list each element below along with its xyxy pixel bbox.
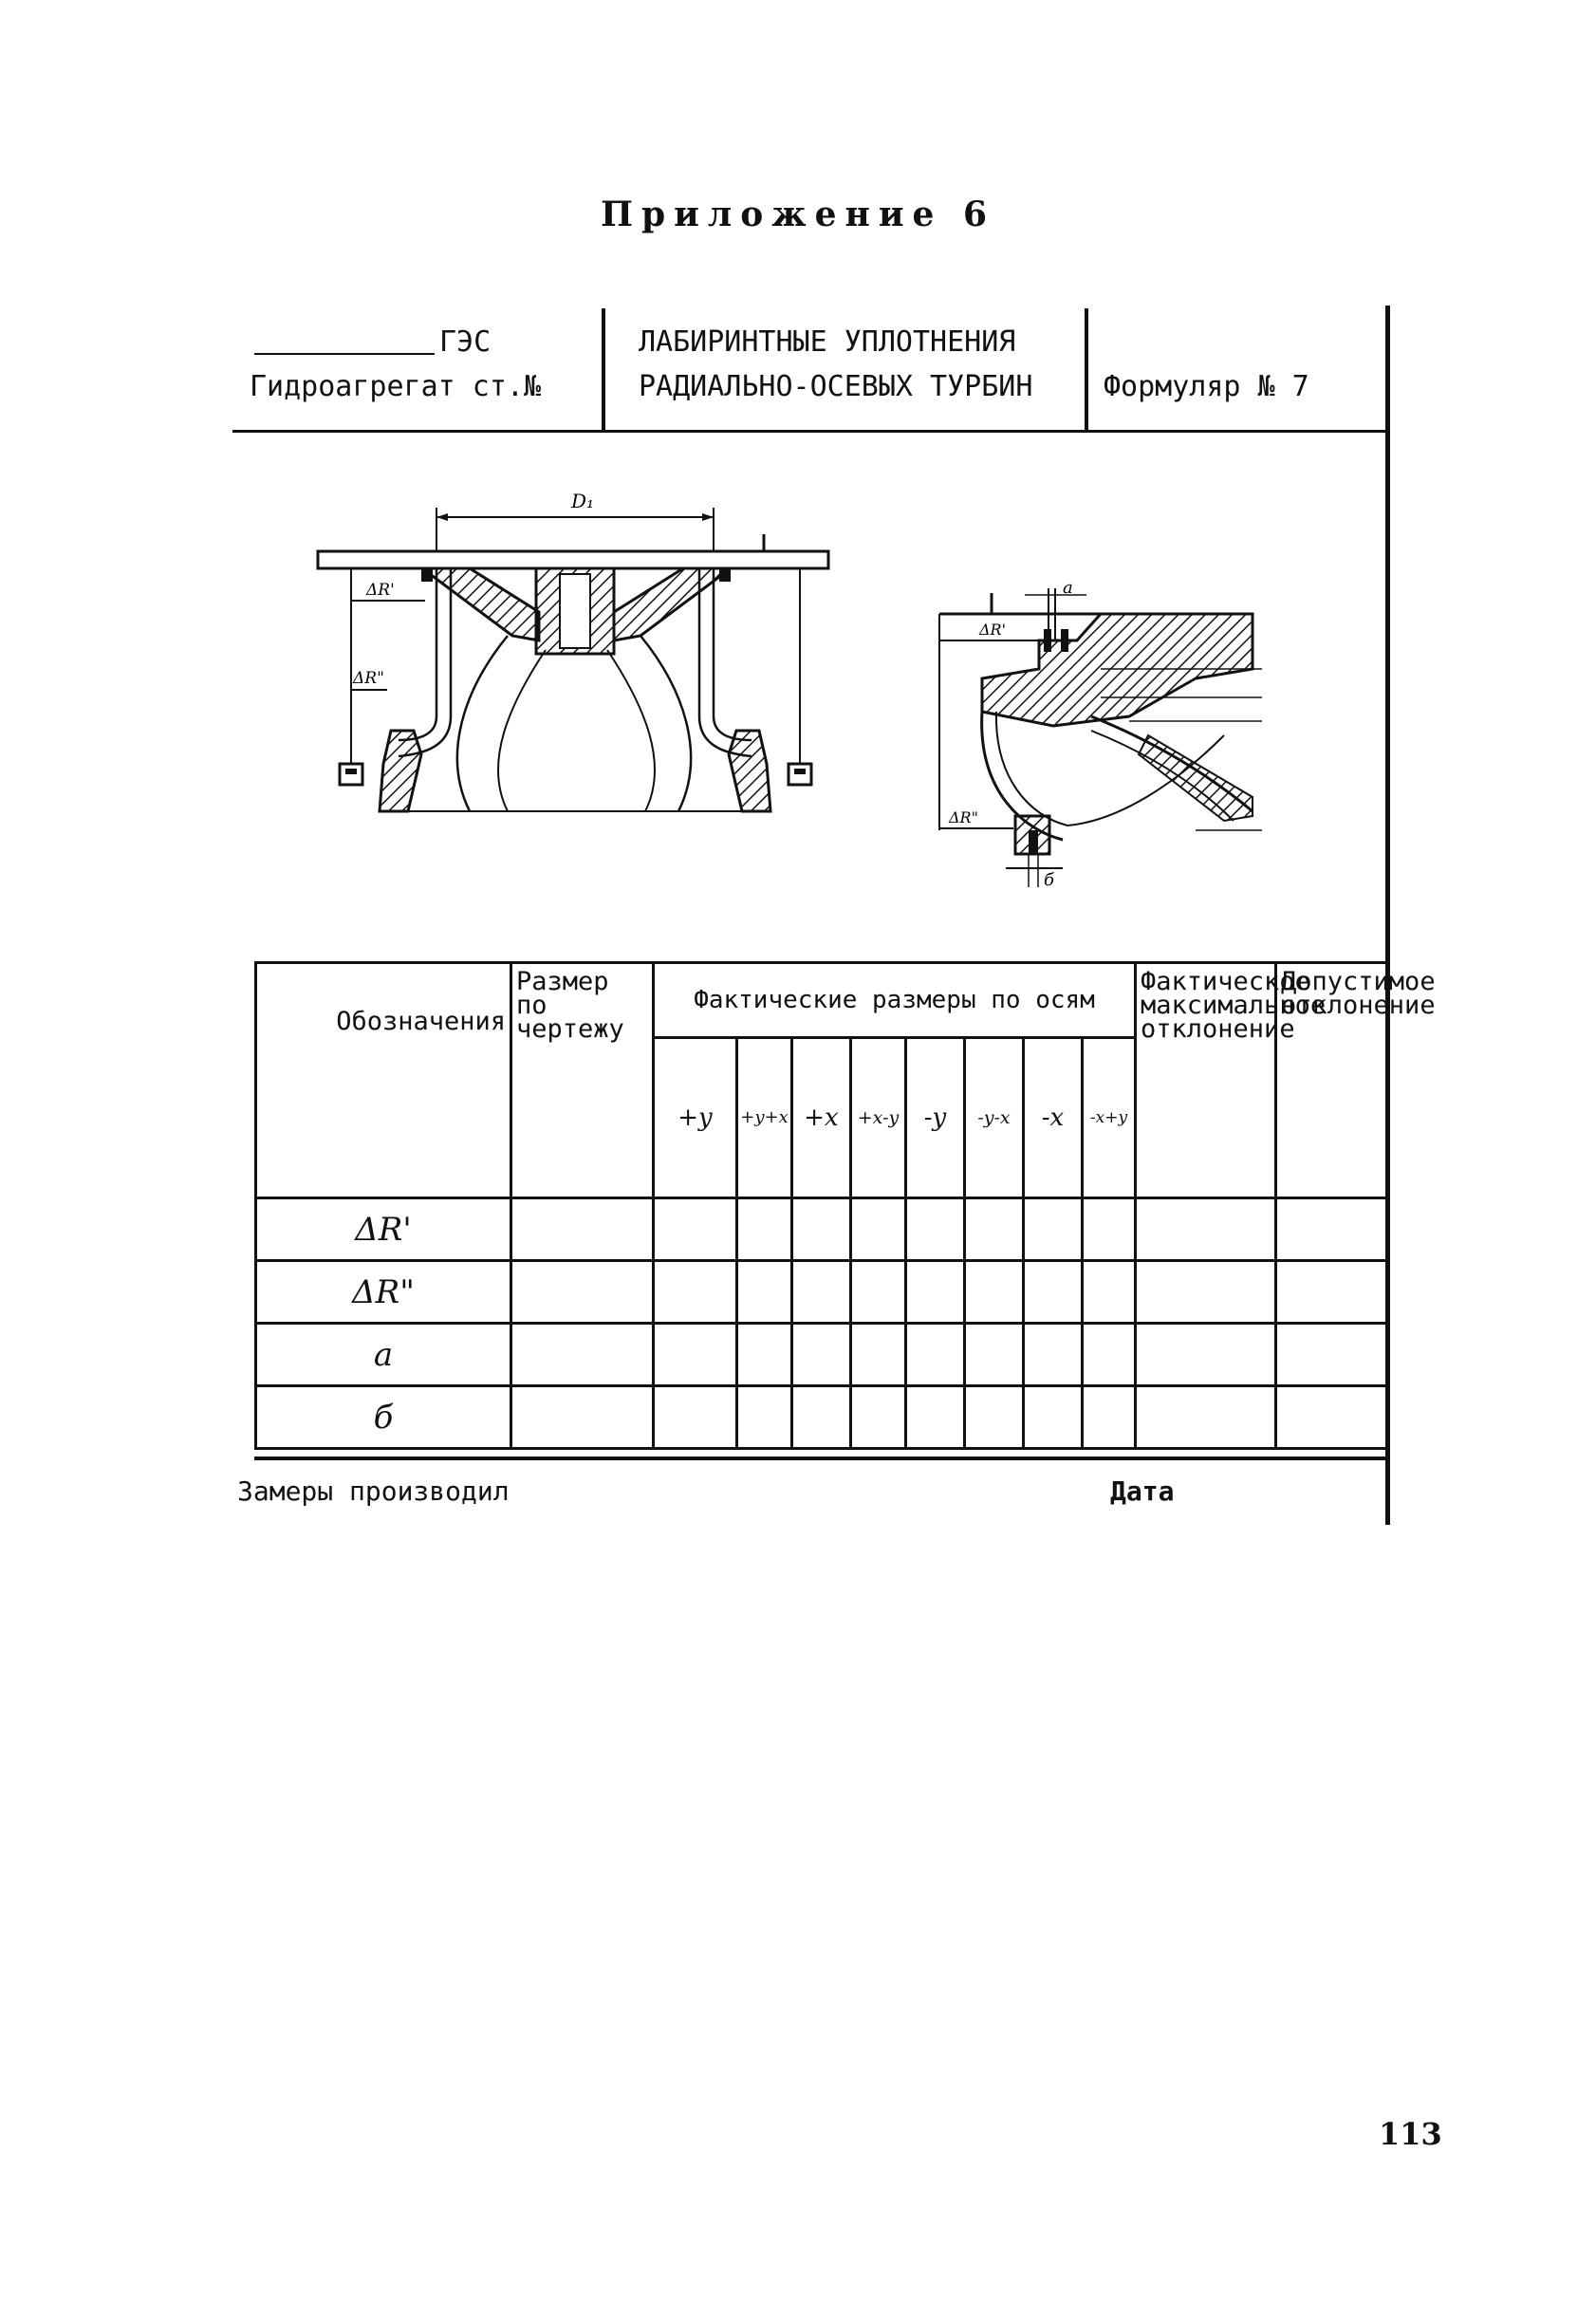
table-cell <box>1083 1386 1136 1449</box>
table-cell <box>511 1261 654 1324</box>
form-number: Формуляр № 7 <box>1104 370 1309 403</box>
table-cell <box>1024 1261 1083 1324</box>
table-row <box>256 1324 1388 1386</box>
table-cell <box>851 1324 906 1386</box>
page-title: Приложение 6 <box>600 195 996 234</box>
table-cell <box>511 1386 654 1449</box>
unit-label: Гидроагрегат ст.№ <box>250 370 542 403</box>
table-cell <box>1024 1324 1083 1386</box>
header-bottom-rule <box>232 430 1385 433</box>
table-cell <box>851 1198 906 1261</box>
seal-section-drawing-right <box>911 546 1271 906</box>
runner-seal-drawing-left <box>304 479 854 840</box>
header-divider-1 <box>602 308 605 432</box>
table-row <box>256 1386 1388 1449</box>
table-cell <box>511 1198 654 1261</box>
table-cell <box>1136 1261 1276 1324</box>
table-cell <box>654 1198 737 1261</box>
table-cell <box>1083 1198 1136 1261</box>
table-cell <box>1136 1324 1276 1386</box>
page-number: 113 <box>1379 2116 1442 2152</box>
table-cell <box>1083 1261 1136 1324</box>
header-divider-2 <box>1085 308 1088 432</box>
axis-minus-x: -x <box>1024 1037 1083 1197</box>
axis-minus-y: -y <box>906 1037 965 1197</box>
table-cell <box>1024 1198 1083 1261</box>
table-cell <box>654 1261 737 1324</box>
table-row <box>256 1198 1388 1261</box>
table-cell <box>511 1324 654 1386</box>
table-cell <box>906 1386 965 1449</box>
axis-plus-x-minus-y: +x-y <box>851 1037 906 1197</box>
designation-header: Обозначения <box>256 963 511 1198</box>
measurement-table <box>254 961 1436 1450</box>
drawing-size-header: Размер по чертежу <box>511 963 654 1198</box>
table-cell <box>906 1261 965 1324</box>
table-cell <box>654 1386 737 1449</box>
row-label-a: a <box>256 1324 511 1386</box>
table-cell <box>792 1324 851 1386</box>
table-cell <box>1136 1198 1276 1261</box>
table-cell <box>792 1198 851 1261</box>
table-cell <box>906 1324 965 1386</box>
d1-label: D₁ <box>571 490 595 512</box>
table-cell <box>792 1261 851 1324</box>
date-label: Дата <box>1110 1475 1175 1507</box>
table-bottom-rule <box>254 1457 1388 1460</box>
axis-minus-x-plus-y: -x+y <box>1083 1037 1136 1197</box>
table-cell <box>1276 1198 1388 1261</box>
b-label-right: б <box>1044 870 1054 890</box>
a-label-right: a <box>1063 578 1073 598</box>
table-cell <box>965 1198 1024 1261</box>
form-title-line2: РАДИАЛЬНО-ОСЕВЫХ ТУРБИН <box>639 370 1033 403</box>
table-cell <box>737 1261 792 1324</box>
table-cell <box>1276 1324 1388 1386</box>
dr1-label: ΔR' <box>366 581 395 600</box>
table-cell <box>1276 1261 1388 1324</box>
table-cell <box>906 1198 965 1261</box>
table-cell <box>792 1386 851 1449</box>
form-title-line1: ЛАБИРИНТНЫЕ УПЛОТНЕНИЯ <box>639 325 1016 359</box>
table-cell <box>851 1386 906 1449</box>
row-label-dr2: ΔR" <box>256 1261 511 1324</box>
table-cell <box>1083 1324 1136 1386</box>
station-suffix: ГЭС <box>439 325 492 359</box>
table-cell <box>654 1324 737 1386</box>
table-cell <box>965 1261 1024 1324</box>
axis-plus-y-plus-x: +y+x <box>737 1037 792 1197</box>
axis-minus-y-minus-x: -y-x <box>965 1037 1024 1197</box>
actual-max-deviation-header: Фактическое максимальное отклонение <box>1136 963 1276 1198</box>
table-cell <box>965 1324 1024 1386</box>
station-name-line <box>254 353 435 355</box>
row-label-b: б <box>256 1386 511 1449</box>
allowed-deviation-header: Допустимое отклонение <box>1276 963 1388 1198</box>
table-cell <box>737 1324 792 1386</box>
measured-by-label: Замеры производил <box>237 1475 510 1507</box>
axis-plus-x: +x <box>792 1037 851 1197</box>
table-cell <box>851 1261 906 1324</box>
dr1-label-right: ΔR' <box>979 621 1006 639</box>
table-cell <box>1276 1386 1388 1449</box>
dr2-label-right: ΔR" <box>949 808 978 826</box>
table-cell <box>737 1386 792 1449</box>
actual-sizes-header: Фактические размеры по осям <box>654 963 1136 1038</box>
table-cell <box>1136 1386 1276 1449</box>
row-label-dr1: ΔR' <box>256 1198 511 1261</box>
table-cell <box>1024 1386 1083 1449</box>
table-row <box>256 1261 1388 1324</box>
table-cell <box>737 1198 792 1261</box>
axis-plus-y: +y <box>654 1037 737 1197</box>
dr2-label: ΔR" <box>353 669 384 688</box>
table-cell <box>965 1386 1024 1449</box>
